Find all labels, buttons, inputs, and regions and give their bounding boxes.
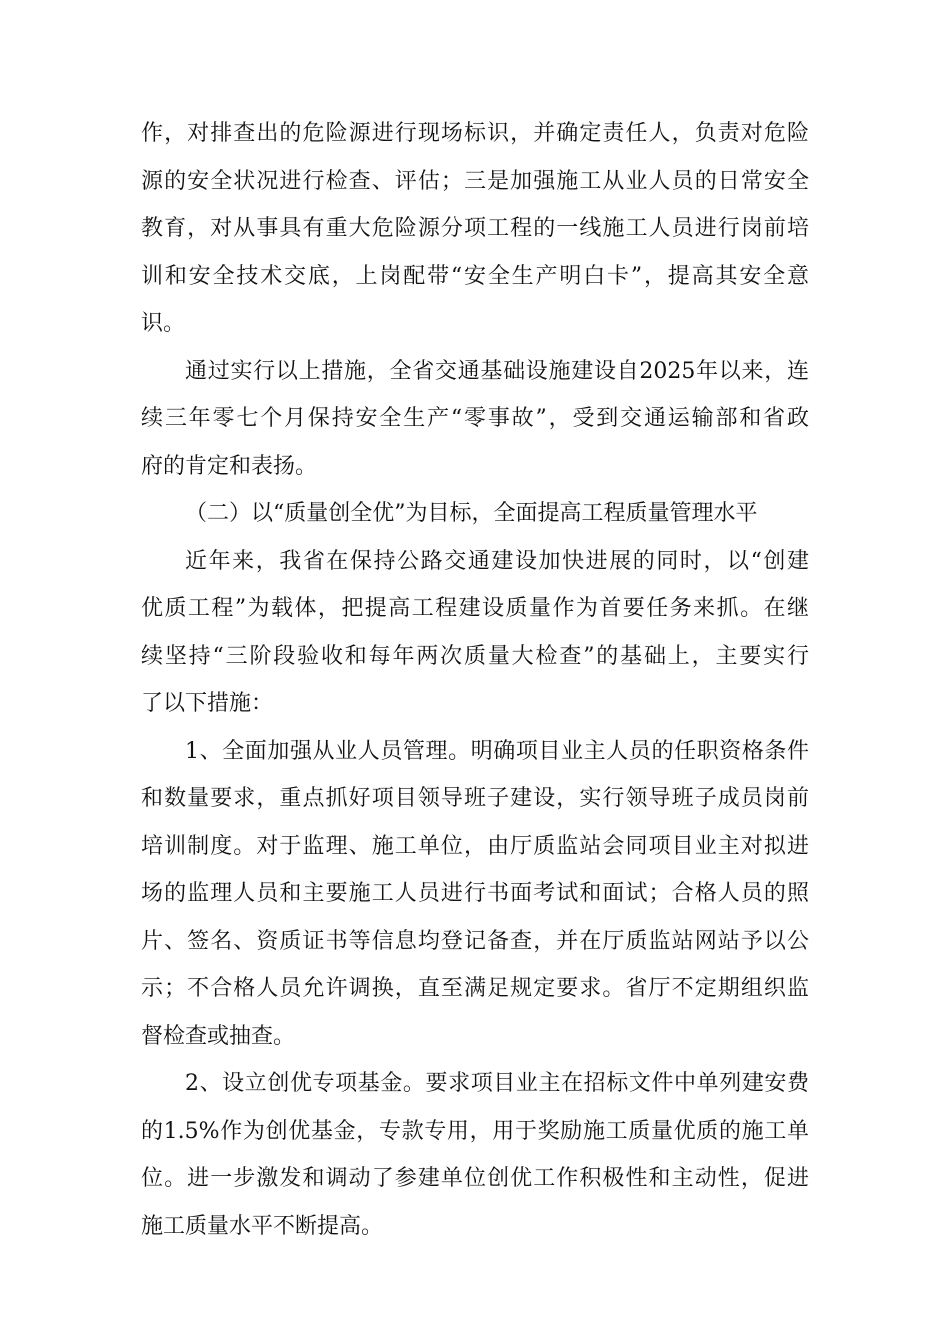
section-heading: （二）以“质量创全优”为目标，全面提高工程质量管理水平	[185, 501, 758, 526]
text-line: 作，对排查出的危险源进行现场标识，并确定责任人，负责对危险	[141, 121, 809, 146]
text-line: 位。进一步激发和调动了参建单位创优工作积极性和主动性，促进	[141, 1166, 809, 1191]
text-line: 施工质量水平不断提高。	[141, 1213, 384, 1239]
text-line: 培训制度。对于监理、施工单位，由厅质监站会同项目业主对拟进	[141, 833, 809, 859]
text-line: 优质工程”为载体，把提高工程建设质量作为首要任务来抓。在继	[141, 596, 809, 621]
text-line: 续三年零七个月保持安全生产“零事故”，受到交通运输部和省政	[141, 406, 809, 431]
text-line: 督检查或抽查。	[141, 1023, 296, 1049]
text-line: 源的安全状况进行检查、评估；三是加强施工从业人员的日常安全	[141, 168, 809, 194]
text-line: 府的肯定和表扬。	[141, 453, 318, 479]
text-line: 教育，对从事具有重大危险源分项工程的一线施工人员进行岗前培	[141, 216, 809, 241]
text-line: 识。	[141, 311, 186, 336]
text-line: 示；不合格人员允许调换，直至满足规定要求。省厅不定期组织监	[141, 976, 809, 1001]
document-body	[141, 110, 809, 1250]
text-line: 和数量要求，重点抓好项目领导班子建设，实行领导班子成员岗前	[141, 786, 809, 811]
text-line: 了以下措施：	[141, 691, 274, 716]
text-line: 近年来，我省在保持公路交通建设加快进展的同时，以“创建	[185, 548, 809, 574]
text-line: 场的监理人员和主要施工人员进行书面考试和面试；合格人员的照	[141, 881, 809, 906]
text-line: 通过实行以上措施，全省交通基础设施建设自2025年以来，连	[185, 358, 809, 384]
text-line: 1、全面加强从业人员管理。明确项目业主人员的任职资格条件	[185, 738, 809, 764]
text-line: 训和安全技术交底，上岗配带“安全生产明白卡”，提高其安全意	[141, 263, 809, 289]
text-line: 续坚持“三阶段验收和每年两次质量大检查”的基础上，主要实行	[141, 643, 809, 669]
text-line: 2、设立创优专项基金。要求项目业主在招标文件中单列建安费	[185, 1071, 809, 1096]
text-line: 的1.5%作为创优基金，专款专用，用于奖励施工质量优质的施工单	[141, 1118, 809, 1144]
text-line: 片、签名、资质证书等信息均登记备查，并在厅质监站网站予以公	[141, 928, 809, 954]
